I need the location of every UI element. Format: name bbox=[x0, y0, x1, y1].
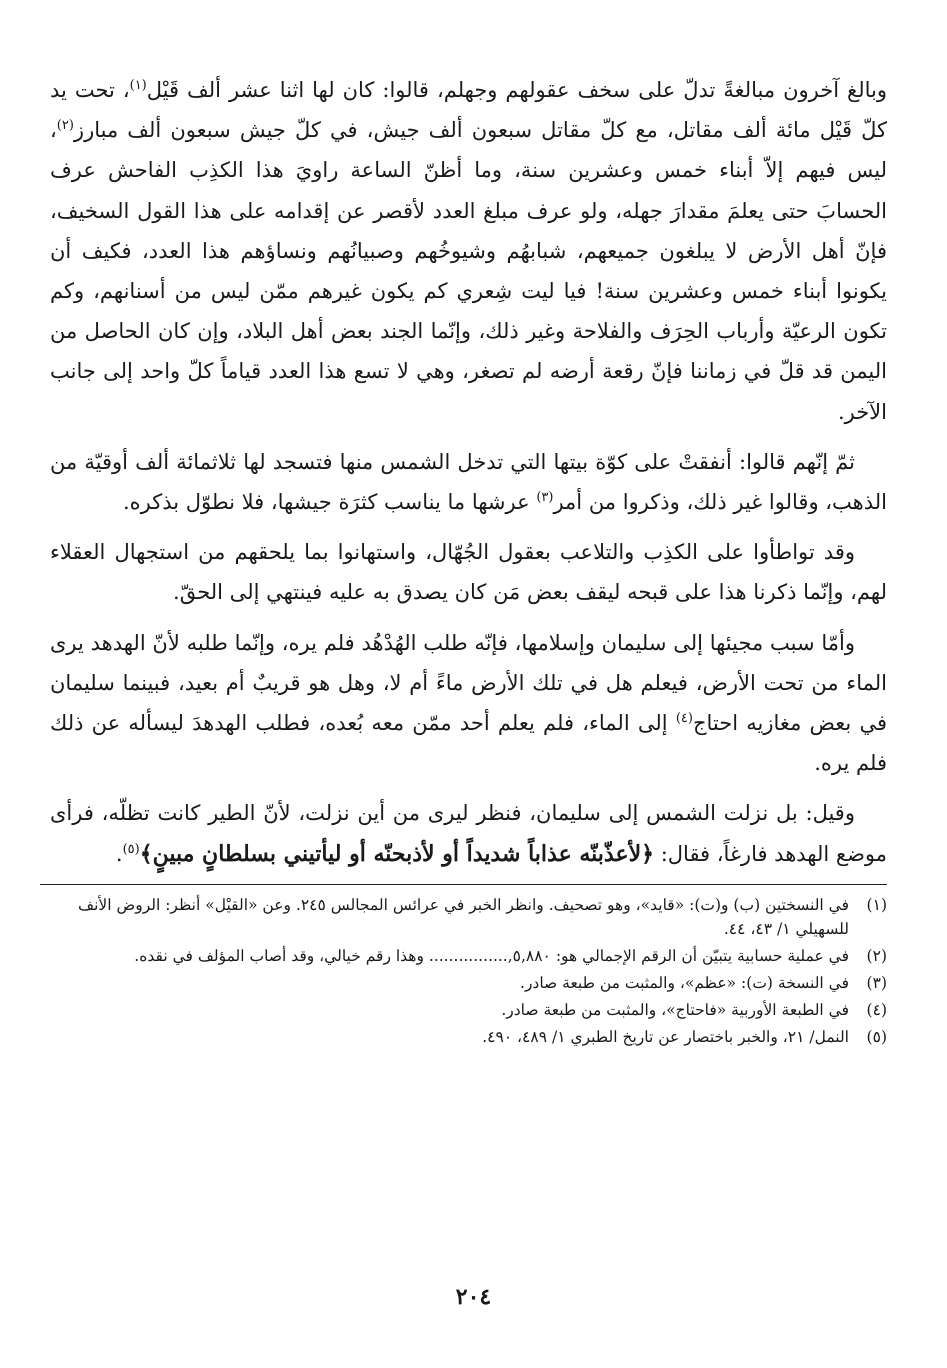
footnotes bbox=[50, 893, 887, 1049]
body-paragraph bbox=[50, 442, 887, 522]
body-paragraph bbox=[50, 70, 887, 432]
footnote-text: في النسختين (ب) و(ت): «قايد»، وهو تصحيف. وانظر الخبر في عرائس المجالس ٢٤٥. وعن «القيْل» أنظر: الروض الأنف للسهيلي ١/ ٤٣، ٤٤. bbox=[78, 895, 849, 938]
footnote bbox=[50, 893, 887, 941]
paragraph-text: ، ليس فيهم إلاّ أبناء خمس وعشرين سنة، وما أظنّ الساعة راويَ هذا الكذِب الفاحش عرف الحسابَ حتى يعلمَ مقدارَ جهله، ولو عرف مبلغ العدد لأقصر عن إقدامه على هذا القول السخيف، فإنّ أهل الأرض لا يبلغون جميعهم، شبابهُم وشيوخُهم وصبيانُهم ونساؤهم هذا العدد، فكيف أن يكونوا أبناء خمس وعشرين سنة! فيا ليت شِعري كم يكون غيرهم ممّن ليس من أسنانهم، وكم تكون الرعيّة وأرباب الحِرَف والفلاحة وغير ذلك، وإنّما الجند بعض أهل البلاد، وإن كان الحاصل من اليمن قد قلّ في زماننا فإنّ رقعة أرضه لم تصغر، وهي لا تسع هذا العدد قياماً كلّ واحد إلى جانب الآخر. bbox=[50, 118, 887, 424]
paragraph-text: . bbox=[115, 841, 123, 866]
page-number: ٢٠٤ bbox=[455, 1284, 492, 1310]
footnote bbox=[50, 971, 887, 995]
footnote-text: النمل/ ٢١، والخبر باختصار عن تاريخ الطبري ١/ ٤٨٩، ٤٩٠. bbox=[482, 1027, 849, 1046]
footnote-reference: (٢) bbox=[56, 118, 74, 134]
footnote-number: (٣) bbox=[866, 973, 887, 992]
footnote bbox=[50, 944, 887, 968]
footnote-divider bbox=[40, 884, 887, 885]
quran-verse: ﴿لأعذّبنّه عذاباً شديداً أو لأذبحنّه أو ليأتيني بسلطانٍ مبينٍ﴾ bbox=[139, 840, 655, 867]
body-paragraph bbox=[50, 532, 887, 612]
footnote-text: في الطبعة الأوربية «فاحتاج»، والمثبت من طبعة صادر. bbox=[501, 1000, 849, 1019]
paragraph-text: إلى الماء، فلم يعلم أحد ممّن معه بُعده، فطلب الهدهدَ ليسأله عن ذلك فلم يره. bbox=[50, 711, 887, 776]
paragraph-text: عرشها ما يناسب كثرَة جيشها، فلا نطوّل بذكره. bbox=[122, 490, 537, 515]
footnote-number: (٥) bbox=[866, 1027, 887, 1046]
footnote-number: (١) bbox=[866, 895, 887, 914]
footnote-reference: (١) bbox=[129, 78, 147, 93]
footnote-reference: (٥) bbox=[122, 841, 140, 857]
footnote-reference: (٤) bbox=[675, 711, 693, 727]
footnote-reference: (٣) bbox=[536, 490, 554, 506]
paragraph-text: ، تحت يد كلّ قَيْل مائة ألف مقاتل، مع كلّ مقاتل سبعون ألف جيش، في كلّ جيش سبعون ألف مبارز bbox=[50, 78, 887, 143]
paragraph-text: وبالغ آخرون مبالغةً تدلّ على سخف عقولهم وجهلم، قالوا: كان لها اثنا عشر ألف قَيْل bbox=[146, 78, 887, 102]
footnote-number: (٤) bbox=[866, 1000, 887, 1019]
footnote-number: (٢) bbox=[866, 946, 887, 965]
body-paragraph bbox=[50, 793, 887, 873]
footnote-text: في النسخة (ت): «عظم»، والمثبت من طبعة صادر. bbox=[520, 973, 849, 992]
paragraph-text: وقد تواطأوا على الكذِب والتلاعب بعقول الجُهّال، واستهانوا بما يلحقهم من استجهال العقلاء لهم، وإنّما ذكرنا هذا على قبحه ليقف بعض مَن كان يصدق به عليه فينتهي إلى الحقّ. bbox=[50, 540, 887, 605]
body-paragraph bbox=[50, 623, 887, 784]
body-text bbox=[50, 70, 887, 874]
paragraph-text: ثمّ إنّهم قالوا: أنفقتْ على كوّة بيتها التي تدخل الشمس منها فتسجد لها ثلاثمائة ألف أوقيّة من الذهب، وقالوا غير ذلك، وذكروا من أمر bbox=[50, 449, 887, 515]
footnote bbox=[50, 1025, 887, 1049]
paragraph-text: وقيل: بل نزلت الشمس إلى سليمان، فنظر ليرى من أين نزلت، لأنّ الطير كانت تظلّه، فرأى موضع الهدهد فارغاً، فقال: bbox=[50, 801, 887, 866]
paragraph-text: وأمّا سبب مجيئها إلى سليمان وإسلامها، فإنّه طلب الهُدْهُد فلم يره، وإنّما طلبه لأنّ الهدهد يرى الماء من تحت الأرض، فيعلم هل في تلك الأرض ماءً أم لا، وهل هو قريبٌ أم بعيد، فبينما سليمان في بعض مغازيه احتاج bbox=[50, 630, 887, 736]
footnote-text: في عملية حسابية يتبيّن أن الرقم الإجمالي هو: ٥,٨٨٠,................ وهذا رقم خيالي، وقد أصاب المؤلف في نقده. bbox=[134, 946, 849, 965]
footnote bbox=[50, 998, 887, 1022]
